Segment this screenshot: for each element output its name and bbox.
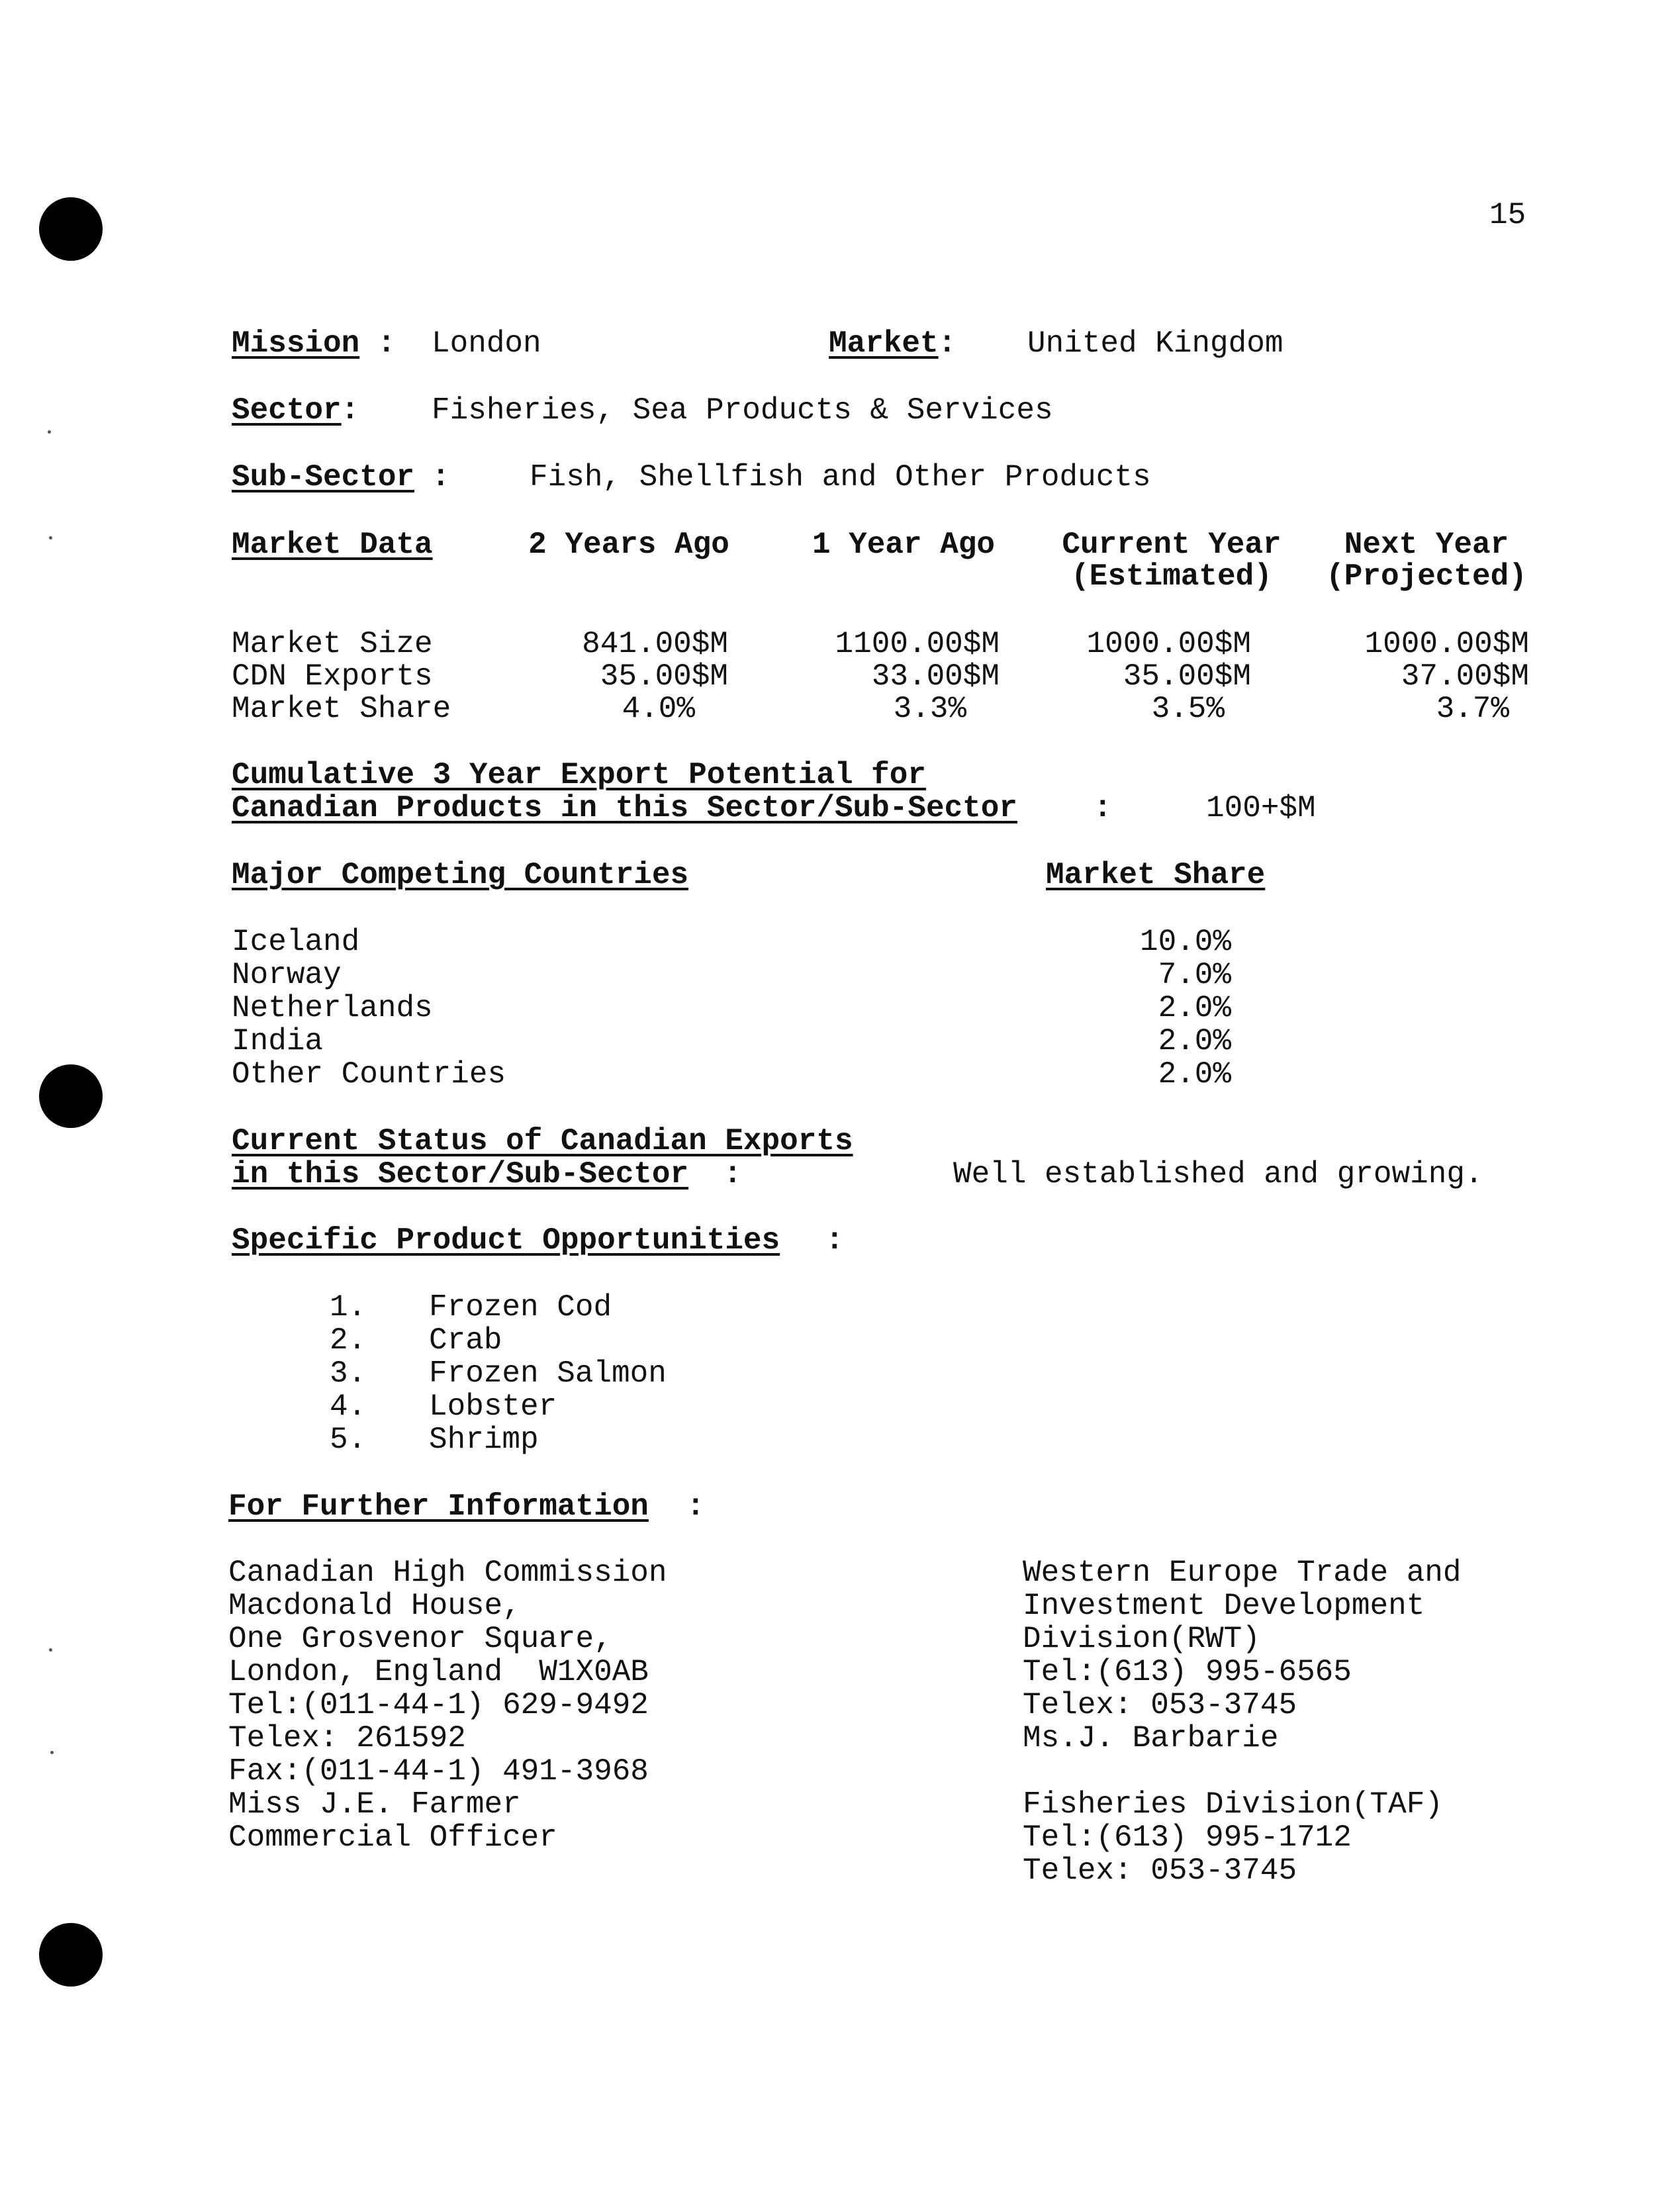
column-header-1-year-ago: 1 Year Ago [812,528,996,562]
column-header-next-year: Next Year [1344,528,1509,562]
table-cell: 841.00$M [582,627,728,661]
mission-value: London [432,326,541,361]
scan-speck [49,1648,52,1652]
address-line: Macdonald House, [228,1589,521,1623]
status-heading-line1: Current Status of Canadian Exports [232,1124,853,1158]
punch-hole-bottom [39,1923,103,1987]
address-line: Telex: 261592 [228,1721,466,1756]
opportunities-colon: : [825,1223,844,1258]
table-cell: 1000.00$M [1086,627,1251,661]
punch-hole-middle [39,1064,103,1128]
address-line: Tel:(613) 995-1712 [1023,1820,1352,1855]
table-cell: 33.00$M [871,659,1000,694]
country-share: 2.0% [1158,1024,1231,1058]
subsector-label: Sub-Sector [232,460,415,494]
address-line: Fisheries Division(TAF) [1023,1787,1443,1822]
market-colon: : [938,326,957,361]
country-name: Netherlands [232,991,433,1025]
scan-speck [49,536,52,539]
country-name: Other Countries [232,1057,506,1092]
country-name: India [232,1024,324,1058]
scan-speck [48,430,51,434]
potential-heading-line1: Cumulative 3 Year Export Potential for [232,758,926,792]
potential-value: 100+$M [1206,791,1316,825]
sector-value: Fisheries, Sea Products & Services [432,393,1053,428]
punch-hole-top [39,197,103,261]
table-cell: 35.00$M [1123,659,1251,694]
table-cell: 1000.00$M [1364,627,1529,661]
list-item: Shrimp [429,1423,539,1457]
address-line: Investment Development [1023,1589,1425,1623]
address-line: Tel:(011-44-1) 629-9492 [228,1688,649,1722]
opportunities-title: Specific Product Opportunities [232,1223,780,1258]
sector-colon: : [341,393,359,428]
table-cell: 4.0% [622,692,695,726]
country-share: 7.0% [1158,958,1231,992]
address-line: Division(RWT) [1023,1622,1260,1656]
competitors-share-title: Market Share [1046,858,1266,892]
row-label-market-size: Market Size [232,627,433,661]
potential-colon: : [1094,791,1112,825]
address-line: Miss J.E. Farmer [228,1787,521,1822]
address-line: Western Europe Trade and [1023,1556,1462,1590]
scan-speck [50,1751,54,1754]
competitors-title: Major Competing Countries [232,858,689,892]
table-cell: 35.00$M [600,659,728,694]
list-item-number: 3. [330,1356,367,1391]
sector-label: Sector [232,393,342,428]
column-header-current-year: Current Year [1062,528,1282,562]
list-item-number: 1. [330,1290,367,1325]
market-value: United Kingdom [1027,326,1283,361]
status-value: Well established and growing. [953,1157,1483,1192]
contacts-title: For Further Information [228,1489,649,1524]
subsector-colon: : [432,460,450,494]
column-subheader-current-year: (Estimated) [1071,559,1272,594]
country-name: Iceland [232,925,360,959]
list-item: Crab [429,1323,502,1358]
market-label: Market [829,326,939,361]
country-share: 2.0% [1158,1057,1231,1092]
address-line: Telex: 053-3745 [1023,1688,1297,1722]
table-cell: 1100.00$M [835,627,1000,661]
list-item: Frozen Cod [429,1290,612,1325]
list-item: Frozen Salmon [429,1356,667,1391]
status-heading-line2: in this Sector/Sub-Sector [232,1157,689,1192]
address-line: Ms.J. Barbarie [1023,1721,1279,1756]
potential-heading-line2: Canadian Products in this Sector/Sub-Sector [232,791,1017,825]
country-share: 10.0% [1139,925,1231,959]
mission-colon: : [377,326,396,361]
row-label-cdn-exports: CDN Exports [232,659,433,694]
address-line: London, England W1X0AB [228,1655,649,1689]
address-line: Telex: 053-3745 [1023,1853,1297,1888]
market-data-title: Market Data [232,528,433,562]
list-item: Lobster [429,1389,557,1424]
subsector-value: Fish, Shellfish and Other Products [530,460,1151,494]
address-line: Tel:(613) 995-6565 [1023,1655,1352,1689]
row-label-market-share: Market Share [232,692,451,726]
address-line: Canadian High Commission [228,1556,667,1590]
address-line: Fax:(011-44-1) 491-3968 [228,1754,649,1789]
table-cell: 3.5% [1151,692,1225,726]
list-item-number: 4. [330,1389,367,1424]
contacts-colon: : [686,1489,705,1524]
address-line: One Grosvenor Square, [228,1622,612,1656]
page-number: 15 [1489,198,1526,232]
mission-label: Mission [232,326,360,361]
column-header-2-years-ago: 2 Years Ago [528,528,729,562]
list-item-number: 5. [330,1423,367,1457]
country-share: 2.0% [1158,991,1231,1025]
address-line: Commercial Officer [228,1820,557,1855]
table-cell: 37.00$M [1401,659,1529,694]
column-subheader-next-year: (Projected) [1326,559,1527,594]
list-item-number: 2. [330,1323,367,1358]
status-colon: : [723,1157,742,1192]
table-cell: 3.7% [1436,692,1509,726]
table-cell: 3.3% [893,692,966,726]
country-name: Norway [232,958,342,992]
